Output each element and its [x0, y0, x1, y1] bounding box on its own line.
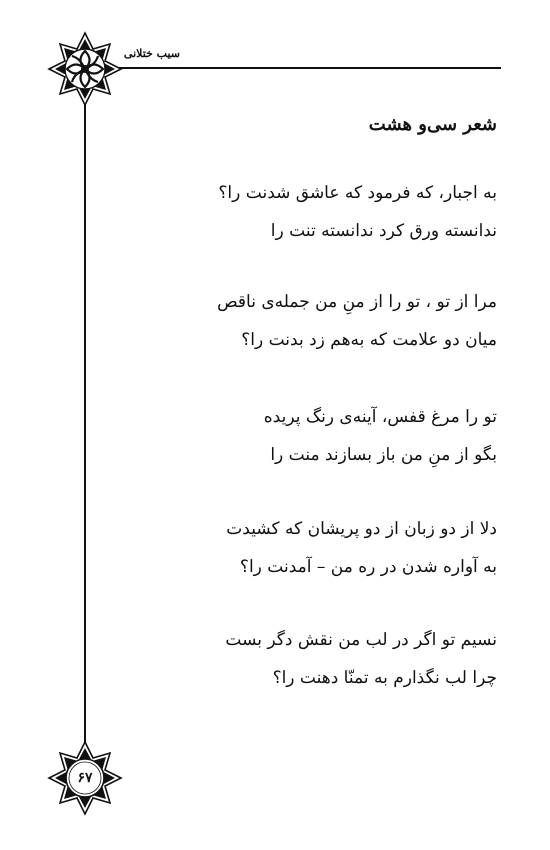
poem-title: شعر سی‌و هشت [368, 114, 497, 135]
stanza-1 [218, 182, 497, 258]
verse-line: به اجبار، که فرمود که عاشق شدنت را؟ [218, 183, 497, 203]
verse-line: تو را مرغ قفس، آینه‌ی رنگ پریده [263, 407, 497, 427]
verse-line: مرا از تو ، تو را از منِ من جمله‌ی ناقص [217, 292, 497, 312]
stanza-2 [217, 291, 497, 367]
top-rosette-ornament-icon [47, 31, 123, 107]
header-rule [84, 67, 501, 69]
stanza-5 [225, 629, 497, 705]
verse-line: به آواره شدن در ره من – آمدنت را؟ [239, 557, 497, 577]
verse-line: نسیم تو اگر در لب من نقش دگر بست [225, 630, 497, 650]
verse-line: دلا از دو زبان از دو پریشان که کشیدت [226, 519, 497, 539]
verse-line: چرا لب نگذارم به تمنّا دهنت را؟ [272, 668, 497, 688]
stanza-3 [264, 406, 497, 482]
margin-rule [84, 67, 86, 772]
running-title: سیب ختلانی [123, 47, 180, 60]
verse-line: بگو از منِ من باز بسازند منت را [270, 445, 497, 465]
verse-line: ندانسته ورق کرد ندانسته تنت را [270, 221, 497, 241]
verse-line: میان دو علامت که به‌هم زد بدنت را؟ [241, 330, 497, 350]
stanza-4 [226, 518, 497, 594]
page-number: ۶۷ [77, 770, 93, 786]
